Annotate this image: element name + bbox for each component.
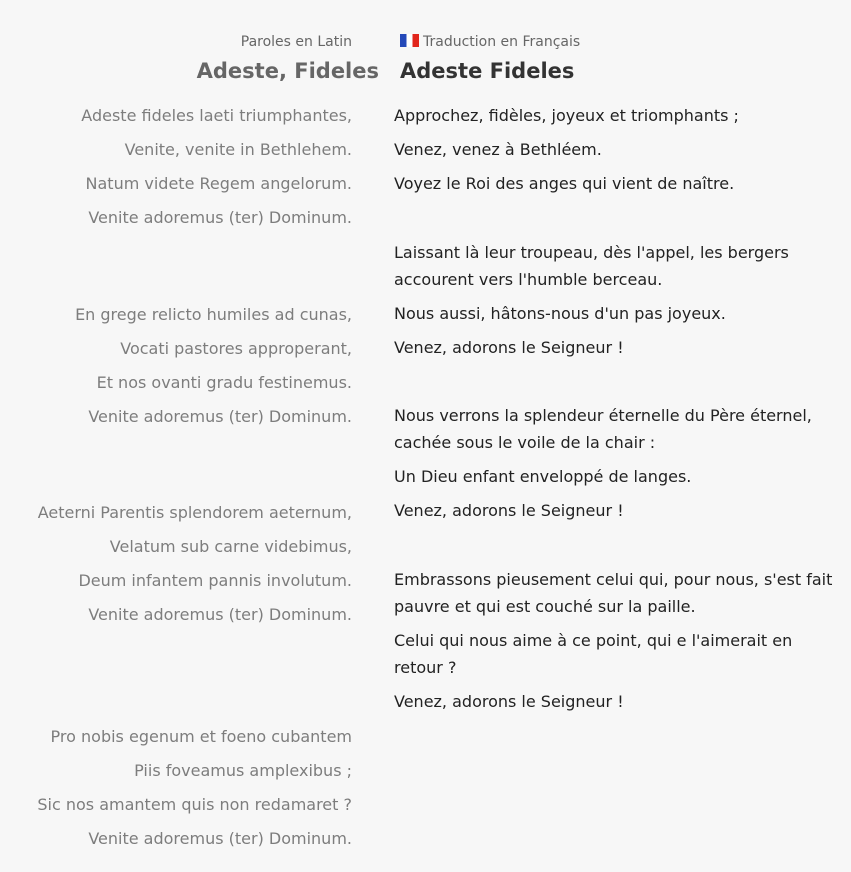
french-line: Venez, venez à Bethléem. xyxy=(394,140,602,159)
french-line: Venez, adorons le Seigneur ! xyxy=(394,692,624,711)
latin-line: Venite adoremus (ter) Dominum. xyxy=(88,208,352,227)
latin-line: Deum infantem pannis involutum. xyxy=(78,571,352,590)
latin-line: Et nos ovanti gradu festinemus. xyxy=(96,373,352,392)
latin-line: Venite, venite in Bethlehem. xyxy=(124,140,352,159)
latin-verse-4 xyxy=(37,723,352,859)
french-line: Un Dieu enfant enveloppé de langes. xyxy=(394,467,692,486)
latin-line: Aeterni Parentis splendorem aeternum, xyxy=(37,503,352,522)
french-line: Celui qui nous aime à ce point, qui e l'aimerait en retour ? xyxy=(394,631,793,677)
latin-line: Natum videte Regem angelorum. xyxy=(85,174,352,193)
french-language-label xyxy=(400,34,580,50)
france-flag-icon xyxy=(400,34,419,47)
french-language-label-text: Traduction en Français xyxy=(423,34,581,50)
latin-line: En grege relicto humiles ad cunas, xyxy=(75,305,352,324)
french-verse-3 xyxy=(394,402,844,531)
latin-line: Venite adoremus (ter) Dominum. xyxy=(88,407,352,426)
french-line: Nous aussi, hâtons-nous d'un pas joyeux. xyxy=(394,304,726,323)
latin-line: Adeste fideles laeti triumphantes, xyxy=(81,106,352,125)
french-line: Laissant là leur troupeau, dès l'appel, les bergers accourent vers l'humble berceau. xyxy=(394,243,789,289)
latin-line: Pro nobis egenum et foeno cubantem xyxy=(50,727,352,746)
french-title: Adeste Fideles xyxy=(400,59,575,83)
latin-verse-1 xyxy=(81,102,352,238)
latin-line: Venite adoremus (ter) Dominum. xyxy=(88,829,352,848)
french-line: Venez, adorons le Seigneur ! xyxy=(394,338,624,357)
latin-verse-3 xyxy=(38,499,352,635)
latin-language-label: Paroles en Latin xyxy=(240,34,352,50)
latin-line: Velatum sub carne videbimus, xyxy=(109,537,352,556)
latin-title: Adeste, Fideles xyxy=(196,59,379,83)
french-line: Embrassons pieusement celui qui, pour nous, s'est fait pauvre et qui est couché sur la paille. xyxy=(394,570,833,616)
latin-line: Venite adoremus (ter) Dominum. xyxy=(88,605,352,624)
french-verse-2 xyxy=(394,239,844,368)
french-verse-1 xyxy=(394,102,844,204)
french-line: Approchez, fidèles, joyeux et triomphants ; xyxy=(394,106,739,125)
latin-line: Vocati pastores approperant, xyxy=(120,339,352,358)
latin-line: Piis foveamus amplexibus ; xyxy=(134,761,352,780)
french-verse-4 xyxy=(394,566,844,722)
french-line: Venez, adorons le Seigneur ! xyxy=(394,501,624,520)
french-line: Voyez le Roi des anges qui vient de naître. xyxy=(394,174,735,193)
latin-line: Sic nos amantem quis non redamaret ? xyxy=(37,795,352,814)
latin-verse-2 xyxy=(75,301,352,437)
french-line: Nous verrons la splendeur éternelle du Père éternel, cachée sous le voile de la chair : xyxy=(394,406,812,452)
